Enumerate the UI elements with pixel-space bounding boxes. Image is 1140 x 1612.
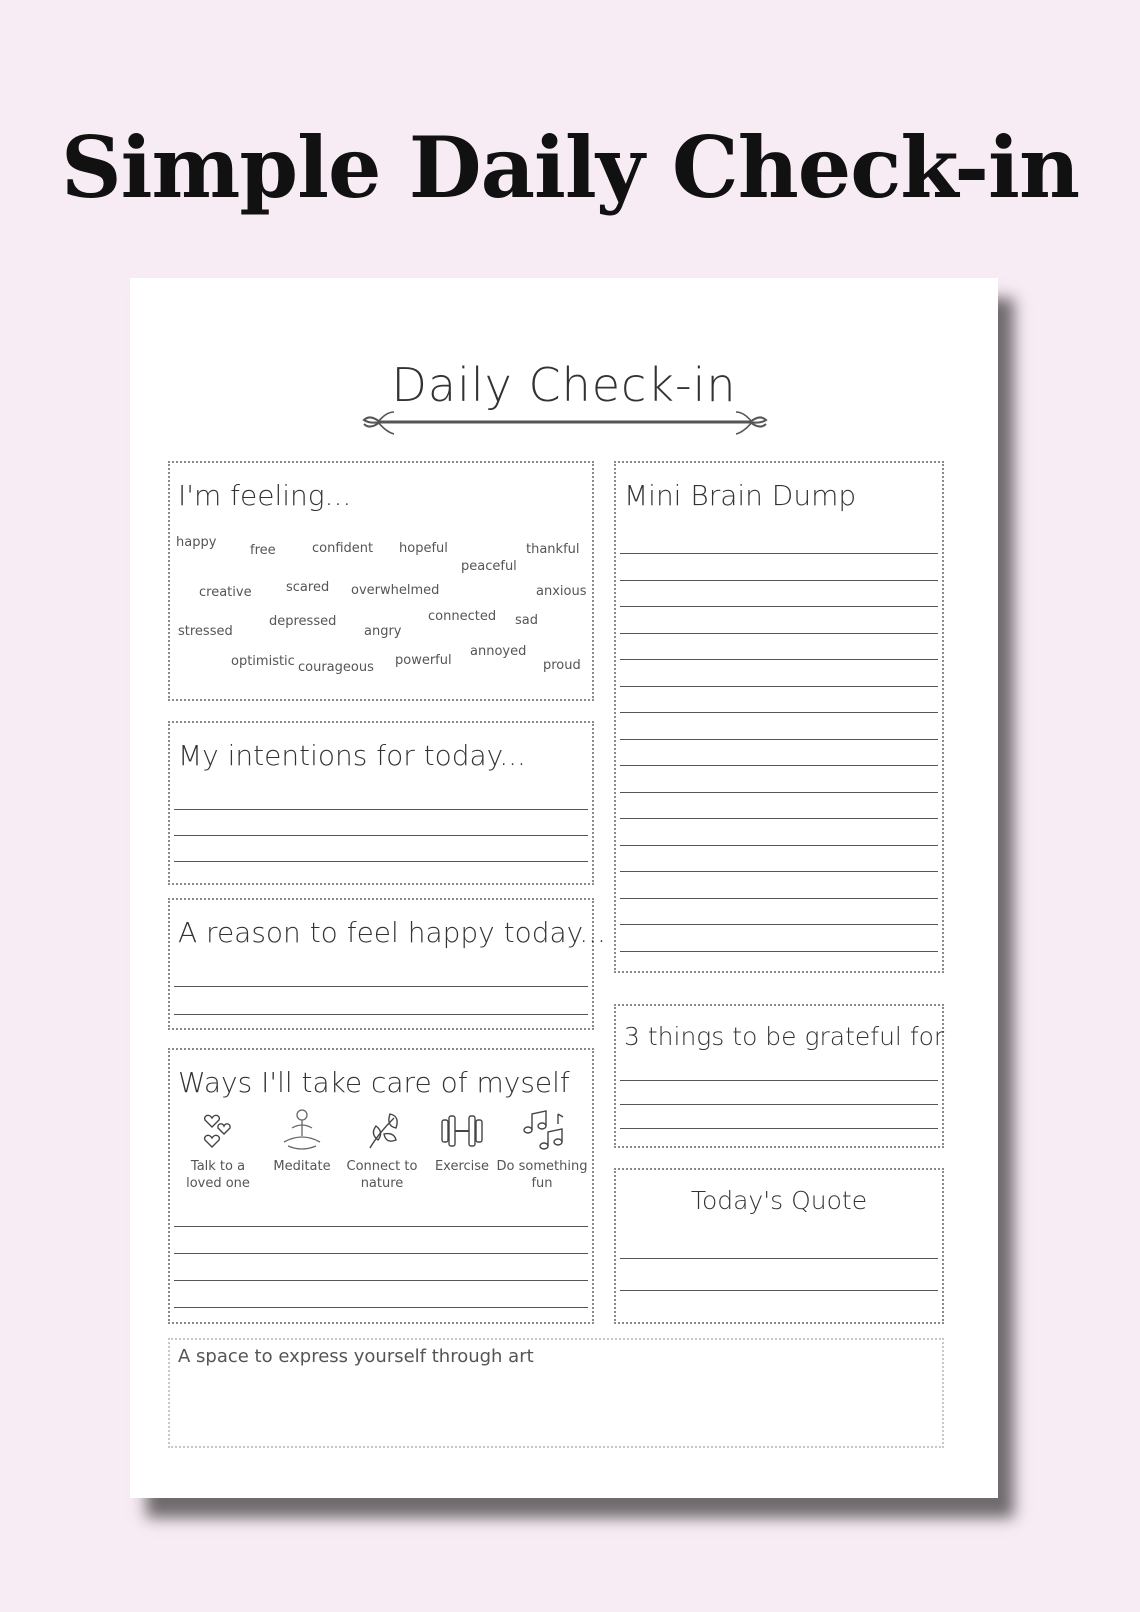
feeling-word[interactable]: confident [312, 541, 374, 556]
care-label: Do something [496, 1159, 588, 1174]
feeling-title: I'm feeling... [178, 479, 352, 512]
self-care-box [168, 1048, 594, 1324]
care-label: Exercise [434, 1159, 490, 1174]
sheet-title: Daily Check-in [391, 358, 737, 412]
writing-line[interactable] [620, 792, 938, 793]
writing-line[interactable] [174, 1280, 588, 1281]
writing-line[interactable] [620, 1258, 938, 1259]
art-space-box[interactable] [168, 1338, 944, 1448]
intentions-title: My intentions for today... [178, 739, 526, 772]
grateful-box [614, 1004, 944, 1148]
feeling-word[interactable]: happy [176, 535, 217, 550]
writing-line[interactable] [174, 861, 588, 862]
flourish-divider-icon [360, 408, 770, 440]
writing-line[interactable] [620, 712, 938, 713]
writing-line[interactable] [174, 986, 588, 987]
care-item-nature[interactable] [336, 1108, 428, 1192]
writing-line[interactable] [174, 1226, 588, 1227]
care-label: Talk to a [190, 1159, 246, 1174]
care-label: fun [531, 1176, 553, 1191]
feeling-word[interactable]: courageous [298, 660, 374, 675]
feeling-word[interactable]: powerful [395, 653, 452, 668]
feeling-word[interactable]: annoyed [470, 644, 527, 659]
feeling-word[interactable]: angry [364, 624, 402, 639]
quote-title: Today's Quote [690, 1186, 868, 1215]
writing-line[interactable] [620, 606, 938, 607]
leaves-icon [360, 1108, 404, 1152]
care-label: Meditate [273, 1159, 331, 1174]
music-notes-icon [518, 1108, 566, 1152]
feeling-word[interactable]: anxious [536, 584, 587, 599]
writing-line[interactable] [620, 1080, 938, 1081]
writing-line[interactable] [620, 633, 938, 634]
dumbbell-icon [438, 1108, 486, 1152]
happy-reason-box [168, 898, 606, 1030]
writing-line[interactable] [174, 809, 588, 810]
feeling-word[interactable]: connected [428, 609, 497, 624]
writing-line[interactable] [620, 1128, 938, 1129]
writing-line[interactable] [620, 765, 938, 766]
feeling-word[interactable]: overwhelmed [351, 583, 440, 598]
headline: Simple Daily Check-in [60, 118, 1080, 217]
feeling-word[interactable]: proud [543, 658, 581, 673]
care-item-talk[interactable] [172, 1108, 264, 1192]
care-label: loved one [186, 1176, 250, 1191]
care-item-meditate[interactable] [256, 1108, 348, 1175]
feeling-word[interactable]: sad [515, 613, 538, 628]
writing-line[interactable] [620, 871, 938, 872]
feeling-word[interactable]: creative [199, 585, 252, 600]
feeling-word[interactable]: depressed [269, 614, 337, 629]
writing-line[interactable] [620, 898, 938, 899]
care-label: Connect to [346, 1159, 418, 1174]
self-care-title: Ways I'll take care of myself [178, 1066, 570, 1099]
meditation-icon [278, 1108, 326, 1152]
feeling-word[interactable]: free [250, 543, 276, 558]
writing-line[interactable] [174, 1253, 588, 1254]
writing-line[interactable] [620, 818, 938, 819]
care-item-fun[interactable] [496, 1108, 588, 1192]
writing-line[interactable] [620, 1104, 938, 1105]
intentions-box [168, 721, 594, 885]
happy-reason-title: A reason to feel happy today... [178, 916, 606, 949]
feeling-word[interactable]: scared [286, 580, 330, 595]
feeling-word[interactable]: stressed [178, 624, 233, 639]
quote-box [614, 1168, 944, 1324]
writing-line[interactable] [620, 845, 938, 846]
writing-line[interactable] [620, 739, 938, 740]
feeling-word[interactable]: thankful [526, 542, 580, 557]
art-space-label: A space to express yourself through art [178, 1346, 534, 1367]
feeling-word[interactable]: hopeful [399, 541, 448, 556]
writing-line[interactable] [620, 951, 938, 952]
brain-dump-title: Mini Brain Dump [624, 479, 857, 512]
grateful-title: 3 things to be grateful for [624, 1022, 945, 1051]
hearts-icon [198, 1108, 238, 1152]
writing-line[interactable] [620, 686, 938, 687]
writing-line[interactable] [174, 1014, 588, 1015]
writing-line[interactable] [174, 835, 588, 836]
planner-sheet [130, 278, 998, 1498]
writing-line[interactable] [620, 924, 938, 925]
writing-line[interactable] [620, 659, 938, 660]
writing-line[interactable] [174, 1307, 588, 1308]
brain-dump-box [614, 461, 944, 973]
writing-line[interactable] [620, 553, 938, 554]
feeling-word[interactable]: optimistic [231, 654, 295, 669]
feeling-box [168, 461, 594, 701]
writing-line[interactable] [620, 580, 938, 581]
feeling-word[interactable]: peaceful [461, 559, 517, 574]
care-item-exercise[interactable] [416, 1108, 508, 1175]
care-label: nature [360, 1176, 404, 1191]
writing-line[interactable] [620, 1290, 938, 1291]
